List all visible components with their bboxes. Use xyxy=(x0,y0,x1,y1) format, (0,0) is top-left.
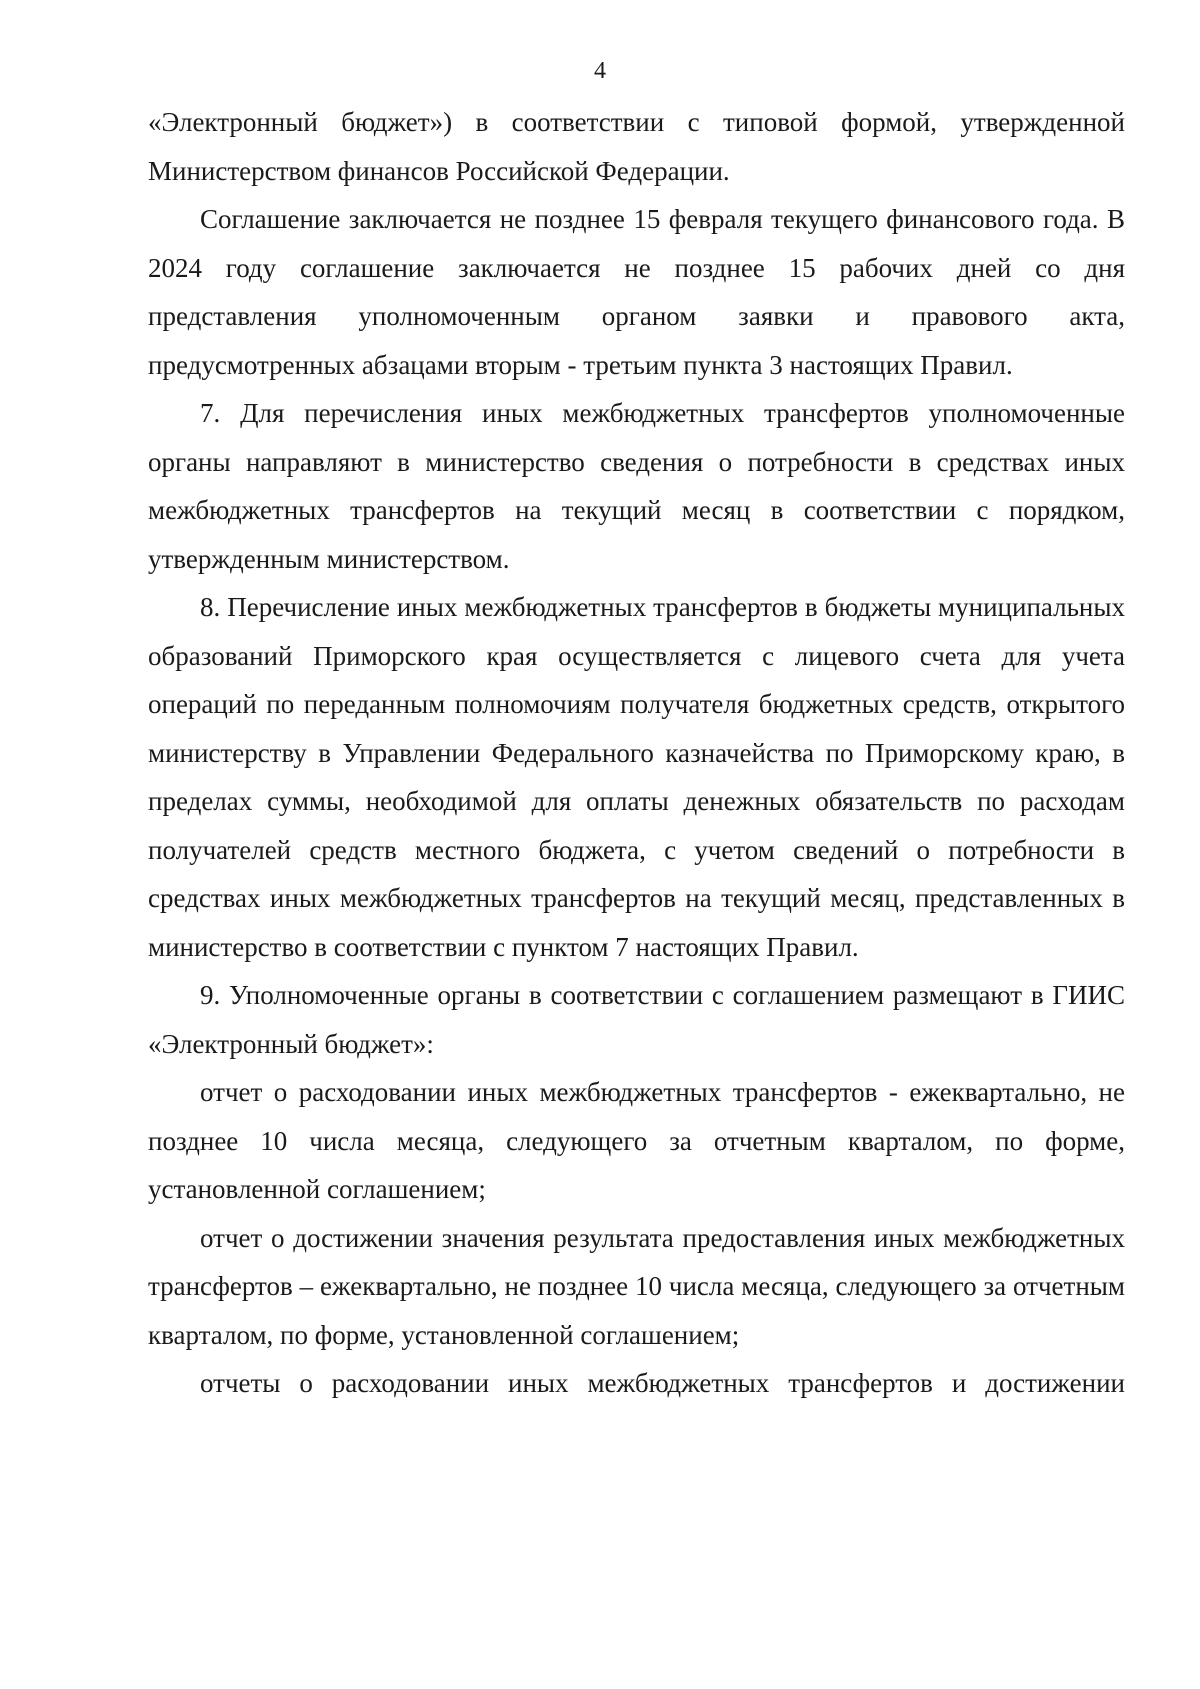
paragraph-result-report: отчет о достижении значения результата предоставления иных межбюджетных трансфертов – ежеквартально, не позднее 10 числа месяца, следующего за отчетным кварталом, по форме, установленной соглашением; xyxy=(148,1222,1125,1350)
paragraph-budget-form: «Электронный бюджет») в соответствии с типовой формой, утвержденной Министерством финансов Российской Федерации. xyxy=(148,107,1125,186)
paragraph-agreement-deadline: Соглашение заключается не позднее 15 февраля текущего финансового года. В 2024 году соглашение заключается не позднее 15 рабочих дней со дня представления уполномоченным органом заявки и правового акта, предусмотренных абзацами вторым - третьим пункта 3 настоящих Правил. xyxy=(148,204,1125,380)
paragraph-item-7: 7. Для перечисления иных межбюджетных трансфертов уполномоченные органы направляют в министерство сведения о потребности в средствах иных межбюджетных трансфертов на текущий месяц в соответствии с порядком, утвержденным министерством. xyxy=(148,398,1125,574)
page-number: 4 xyxy=(594,58,606,84)
paragraph-reports-continued: отчеты о расходовании иных межбюджетных трансфертов и достижении xyxy=(200,1368,1125,1398)
paragraph-expenditure-report: отчет о расходовании иных межбюджетных трансфертов - ежеквартально, не позднее 10 числа месяца, следующего за отчетным кварталом, по форме, установленной соглашением; xyxy=(148,1077,1125,1204)
paragraph-item-8: 8. Перечисление иных межбюджетных трансфертов в бюджеты муниципальных образований Приморского края осуществляется с лицевого счета для учета операций по переданным полномочиям получателя бюджетных средств, открытого министерству в Управлении Федерального казначейства по Приморскому краю, в пределах суммы, необходимой для оплаты денежных обязательств по расходам получателей средств местного бюджета, с учетом сведений о потребности в средствах иных межбюджетных трансфертов на текущий месяц, представленных в министерство в соответствии с пунктом 7 настоящих Правил. xyxy=(148,592,1125,962)
paragraph-item-9: 9. Уполномоченные органы в соответствии с соглашением размещают в ГИИС «Электронный бюджет»: xyxy=(148,980,1125,1059)
document-body xyxy=(148,98,1125,1408)
